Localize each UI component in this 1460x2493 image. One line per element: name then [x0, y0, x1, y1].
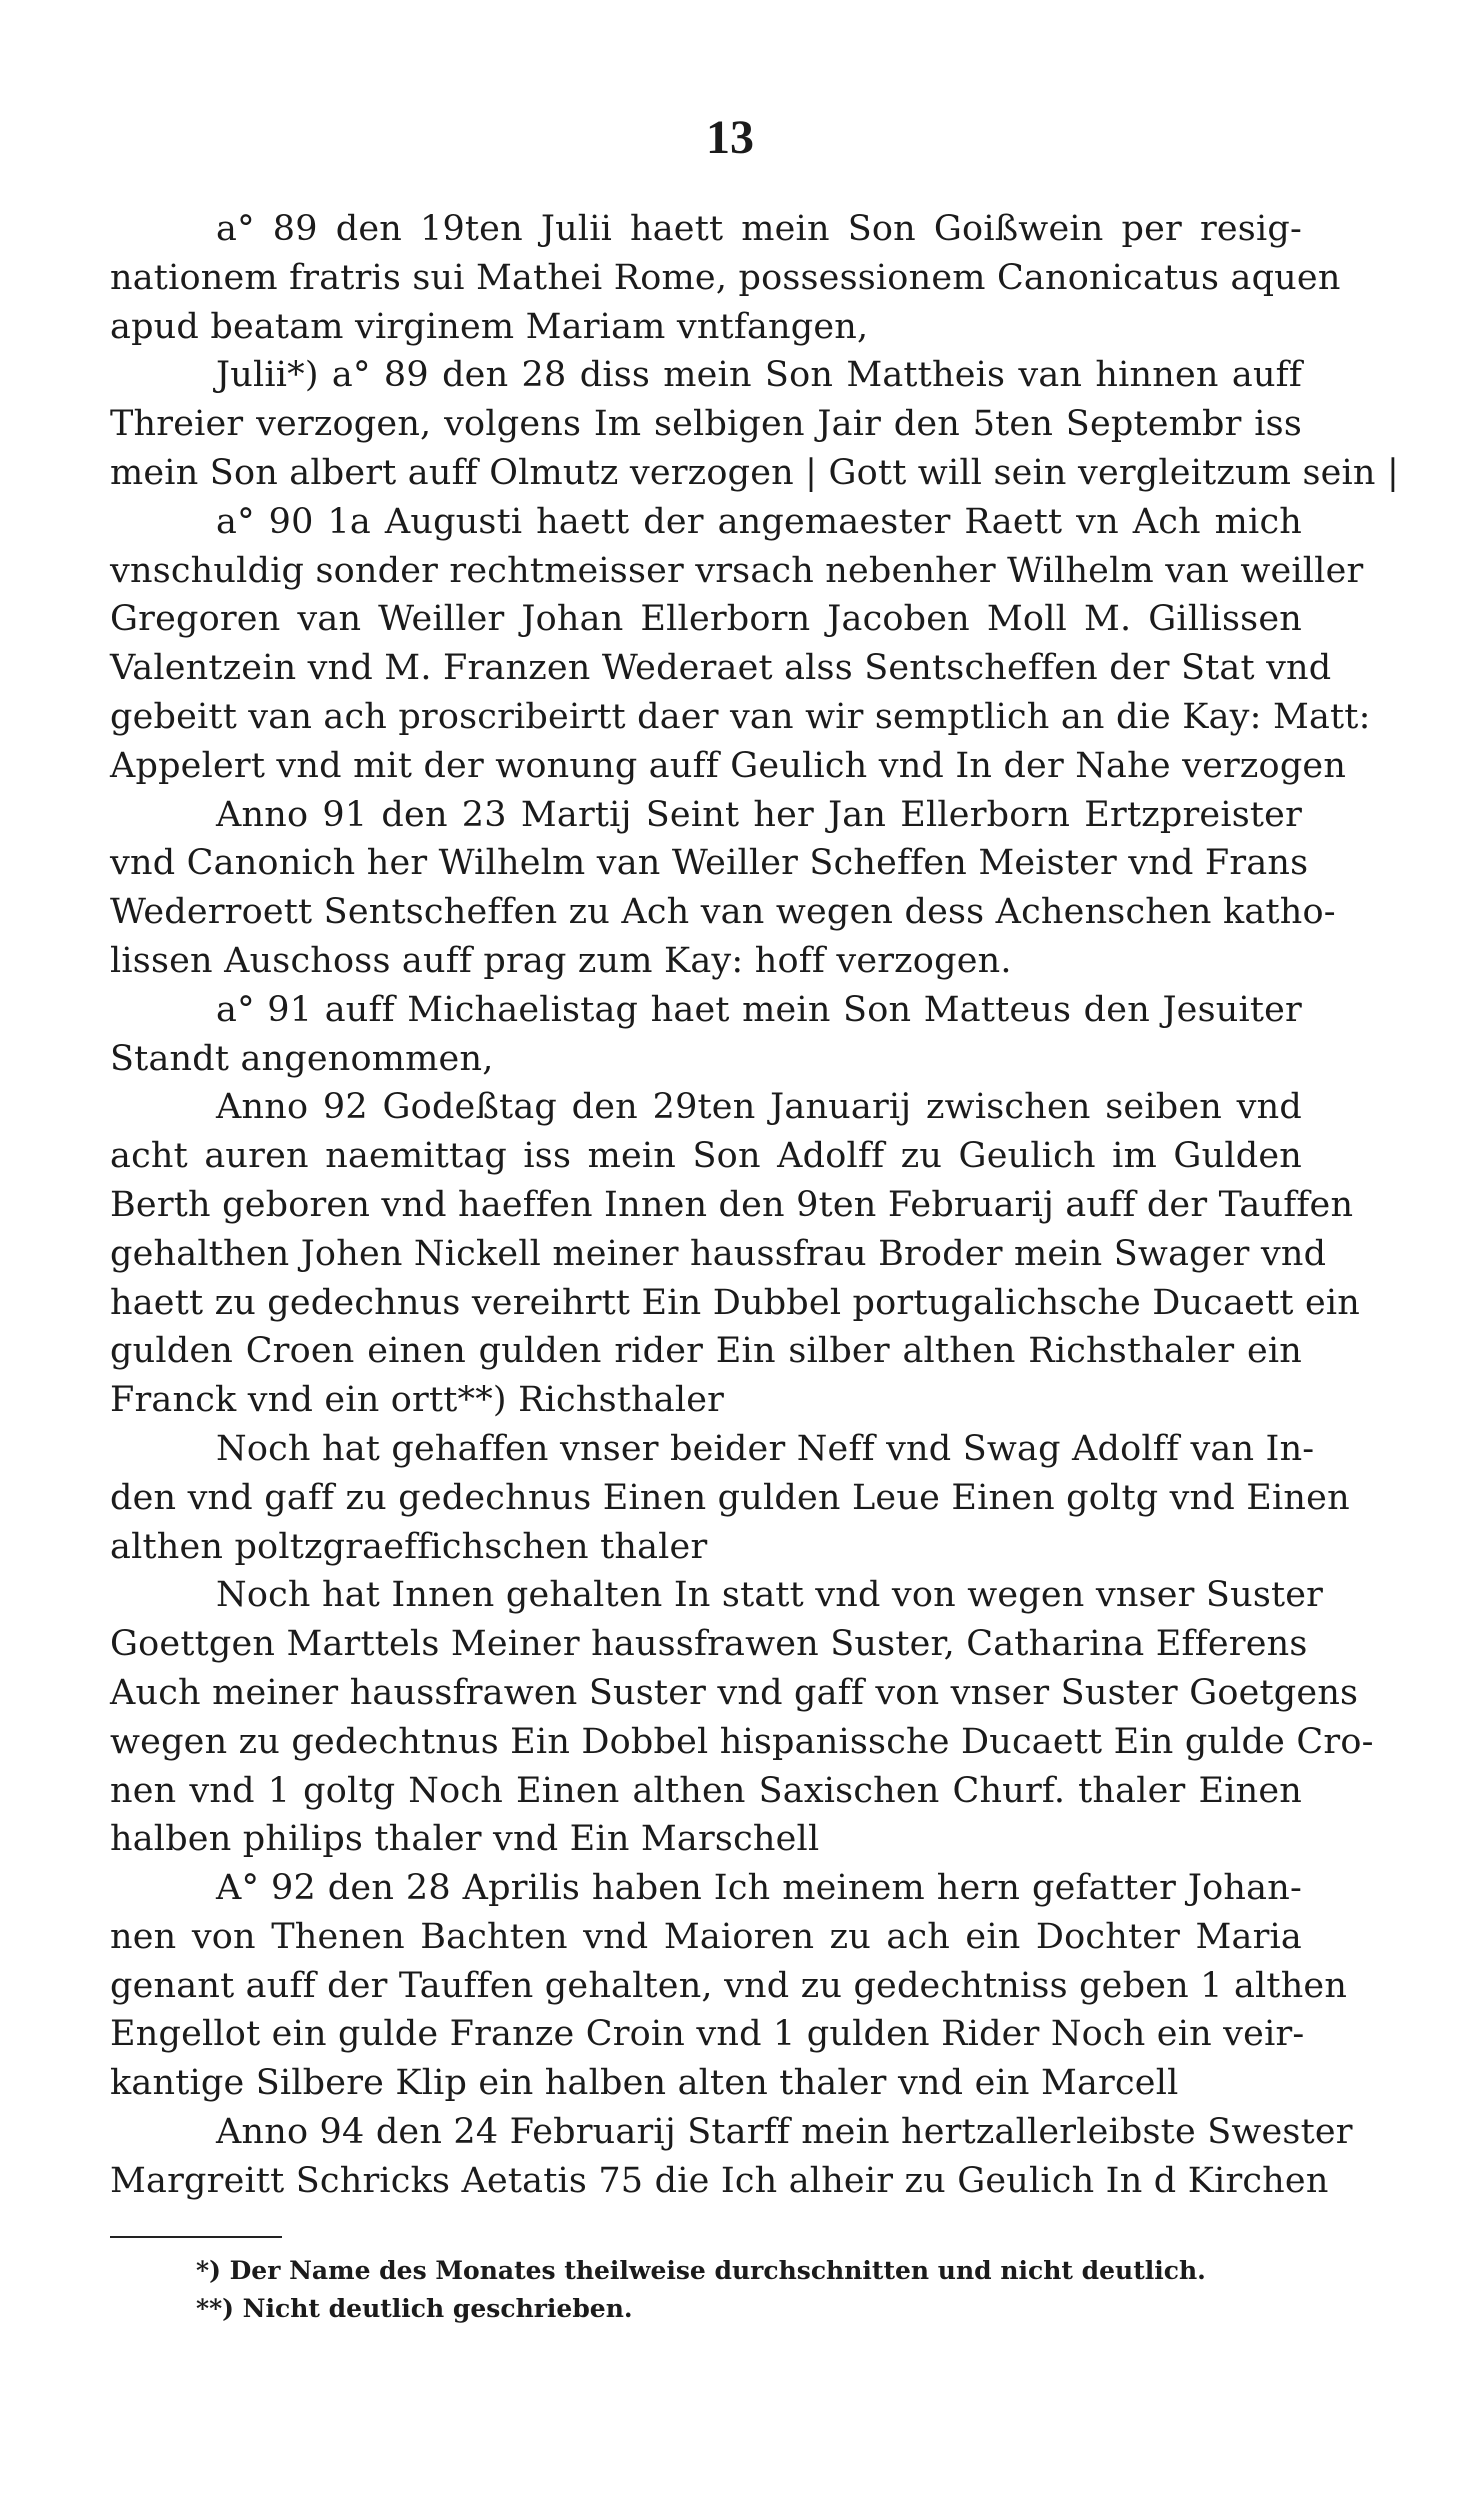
footnote: **) Nicht deutlich geschrieben. [196, 2294, 633, 2323]
footnotes [196, 2252, 1206, 2328]
text-line: Berth geboren vnd haeffen Innen den 9ten Februarij auff der Tauffen [110, 1184, 1354, 1225]
text-line: Julii*) a° 89 den 28 diss mein Son Mattheis van hinnen auff [216, 355, 1302, 396]
text-line: Gregoren van Weiller Johan Ellerborn Jacoben Moll M. Gillissen [110, 599, 1302, 640]
text-line: a° 91 auff Michaelistag haet mein Son Matteus den Jesuiter [216, 989, 1302, 1030]
footnote-divider [110, 2236, 282, 2238]
text-line: Noch hat Innen gehalten In statt vnd von wegen vnser Suster [216, 1575, 1324, 1616]
text-line: Wederroett Sentscheffen zu Ach van wegen dess Achenschen katho- [110, 892, 1336, 933]
text-line: Engellot ein gulde Franze Croin vnd 1 gulden Rider Noch ein veir- [110, 2014, 1305, 2055]
text-line: A° 92 den 28 Aprilis haben Ich meinem hern gefatter Johan- [216, 1868, 1302, 1909]
text-line: Franck vnd ein ortt**) Richsthaler [110, 1380, 725, 1421]
text-line: haett zu gedechnus vereihrtt Ein Dubbel portugalichsche Ducaett ein [110, 1282, 1360, 1323]
text-line: vnd Canonich her Wilhelm van Weiller Scheffen Meister vnd Frans [110, 843, 1309, 884]
text-line: nationem fratris sui Mathei Rome, possessionem Canonicatus aquen [110, 257, 1341, 298]
text-line: Margreitt Schricks Aetatis 75 die Ich alheir zu Geulich In d Kirchen [110, 2160, 1329, 2201]
page-number: 13 [706, 111, 754, 164]
text-line: lissen Auschoss auff prag zum Kay: hoff verzogen. [110, 940, 1012, 981]
text-line: genant auff der Tauffen gehalten, vnd zu gedechtniss geben 1 althen [110, 1965, 1348, 2006]
text-line: Anno 94 den 24 Februarij Starff mein hertzallerleibste Swester [216, 2112, 1353, 2153]
text-line: Auch meiner haussfrawen Suster vnd gaff von vnser Suster Goetgens [110, 1672, 1359, 1713]
text-line: Appelert vnd mit der wonung auff Geulich vnd In der Nahe verzogen [110, 745, 1347, 786]
text-line: Standt angenommen, [110, 1038, 494, 1079]
text-line: kantige Silbere Klip ein halben alten thaler vnd ein Marcell [110, 2063, 1179, 2104]
text-line: den vnd gaff zu gedechnus Einen gulden Leue Einen goltg vnd Einen [110, 1477, 1350, 1518]
text-line: gehalthen Johen Nickell meiner haussfrau Broder mein Swager vnd [110, 1233, 1327, 1274]
text-line: Noch hat gehaffen vnser beider Neff vnd Swag Adolff van In- [216, 1428, 1315, 1469]
text-line: Anno 91 den 23 Martij Seint her Jan Ellerborn Ertzpreister [216, 794, 1302, 835]
text-line: Anno 92 Godeßtag den 29ten Januarij zwischen seiben vnd [216, 1087, 1302, 1128]
text-line: Threier verzogen, volgens Im selbigen Jair den 5ten Septembr iss [110, 404, 1302, 445]
body-text [110, 205, 1399, 2206]
text-line: apud beatam virginem Mariam vntfangen, [110, 306, 869, 347]
text-line: a° 89 den 19ten Julii haett mein Son Goißwein per resig- [216, 209, 1302, 249]
text-line: gulden Croen einen gulden rider Ein silber althen Richsthaler ein [110, 1331, 1302, 1372]
text-line: mein Son albert auff Olmutz verzogen | Gott will sein vergleitzum sein | [110, 452, 1399, 493]
text-line: Goettgen Marttels Meiner haussfrawen Suster, Catharina Efferens [110, 1624, 1308, 1665]
text-line: a° 90 1a Augusti haett der angemaester Raett vn Ach mich [216, 501, 1302, 542]
text-line: vnschuldig sonder rechtmeisser vrsach nebenher Wilhelm van weiller [110, 550, 1364, 591]
text-line: nen vnd 1 goltg Noch Einen althen Saxischen Churf. thaler Einen [110, 1770, 1302, 1811]
text-line: acht auren naemittag iss mein Son Adolff zu Geulich im Gulden [110, 1136, 1302, 1177]
footnote: *) Der Name des Monates theilweise durchschnitten und nicht deutlich. [196, 2256, 1206, 2285]
text-line: Valentzein vnd M. Franzen Wederaet alss Sentscheffen der Stat vnd [110, 648, 1332, 689]
text-line: wegen zu gedechtnus Ein Dobbel hispanissche Ducaett Ein gulde Cro- [110, 1721, 1374, 1762]
text-line: althen poltzgraeffichschen thaler [110, 1526, 708, 1567]
text-line: halben philips thaler vnd Ein Marschell [110, 1819, 820, 1860]
text-line: gebeitt van ach proscribeirtt daer van wir semptlich an die Kay: Matt: [110, 696, 1371, 737]
text-line: nen von Thenen Bachten vnd Maioren zu ach ein Dochter Maria [110, 1916, 1302, 1957]
